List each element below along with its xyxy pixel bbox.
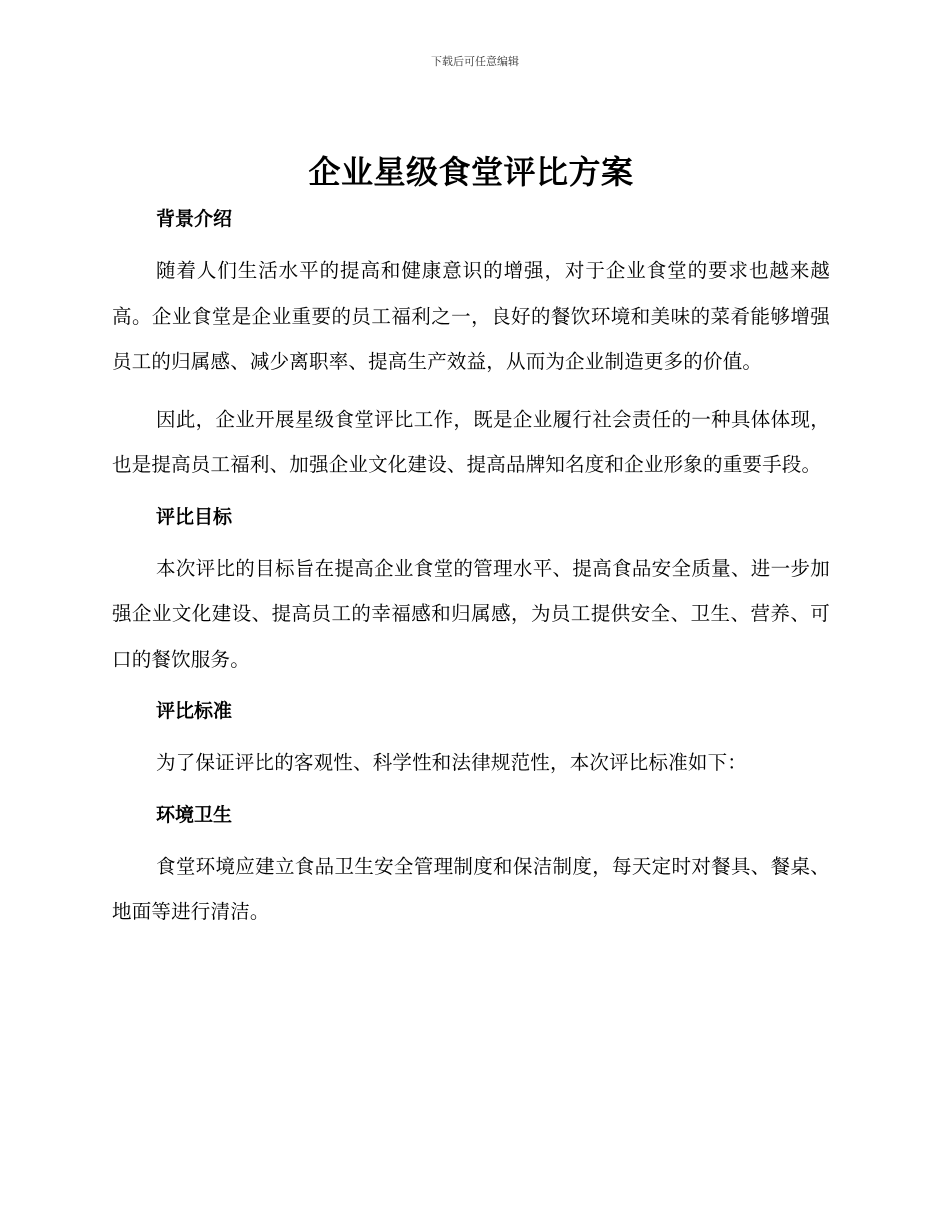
paragraph: 为了保证评比的客观性、科学性和法律规范性，本次评比标准如下： bbox=[156, 751, 748, 774]
section-heading-background: 背景介绍 bbox=[156, 208, 233, 230]
document-title: 企业星级食堂评比方案 bbox=[308, 153, 634, 191]
section-heading-goals: 评比目标 bbox=[156, 505, 233, 528]
document-body bbox=[112, 148, 830, 947]
section-hygiene bbox=[112, 798, 830, 935]
section-heading-criteria: 评比标准 bbox=[156, 700, 233, 722]
page-header-note: 下载后可任意编辑 bbox=[431, 55, 519, 68]
paragraph: 本次评比的目标旨在提高企业食堂的管理水平、提高食品安全质量、进一步加强企业文化建设、提高员工的幸福感和归属感，为员工提供安全、卫生、营养、可口的餐饮服务。 bbox=[112, 556, 830, 671]
paragraph: 随着人们生活水平的提高和健康意识的增强，对于企业食堂的要求也越来越高。企业食堂是企业重要的员工福利之一，良好的餐饮环境和美味的菜肴能够增强员工的归属感、减少离职率、提高生产效益，从而为企业制造更多的价值。 bbox=[112, 259, 830, 373]
section-heading-hygiene: 环境卫生 bbox=[156, 803, 233, 826]
section-background bbox=[112, 202, 830, 488]
paragraph: 因此，企业开展星级食堂评比工作，既是企业履行社会责任的一种具体体现，也是提高员工福利、加强企业文化建设、提高品牌知名度和企业形象的重要手段。 bbox=[112, 407, 830, 476]
section-criteria bbox=[112, 694, 830, 786]
paragraph: 食堂环境应建立食品卫生安全管理制度和保洁制度，每天定时对餐具、餐桌、地面等进行清洁。 bbox=[112, 854, 830, 923]
section-goals bbox=[112, 500, 830, 683]
